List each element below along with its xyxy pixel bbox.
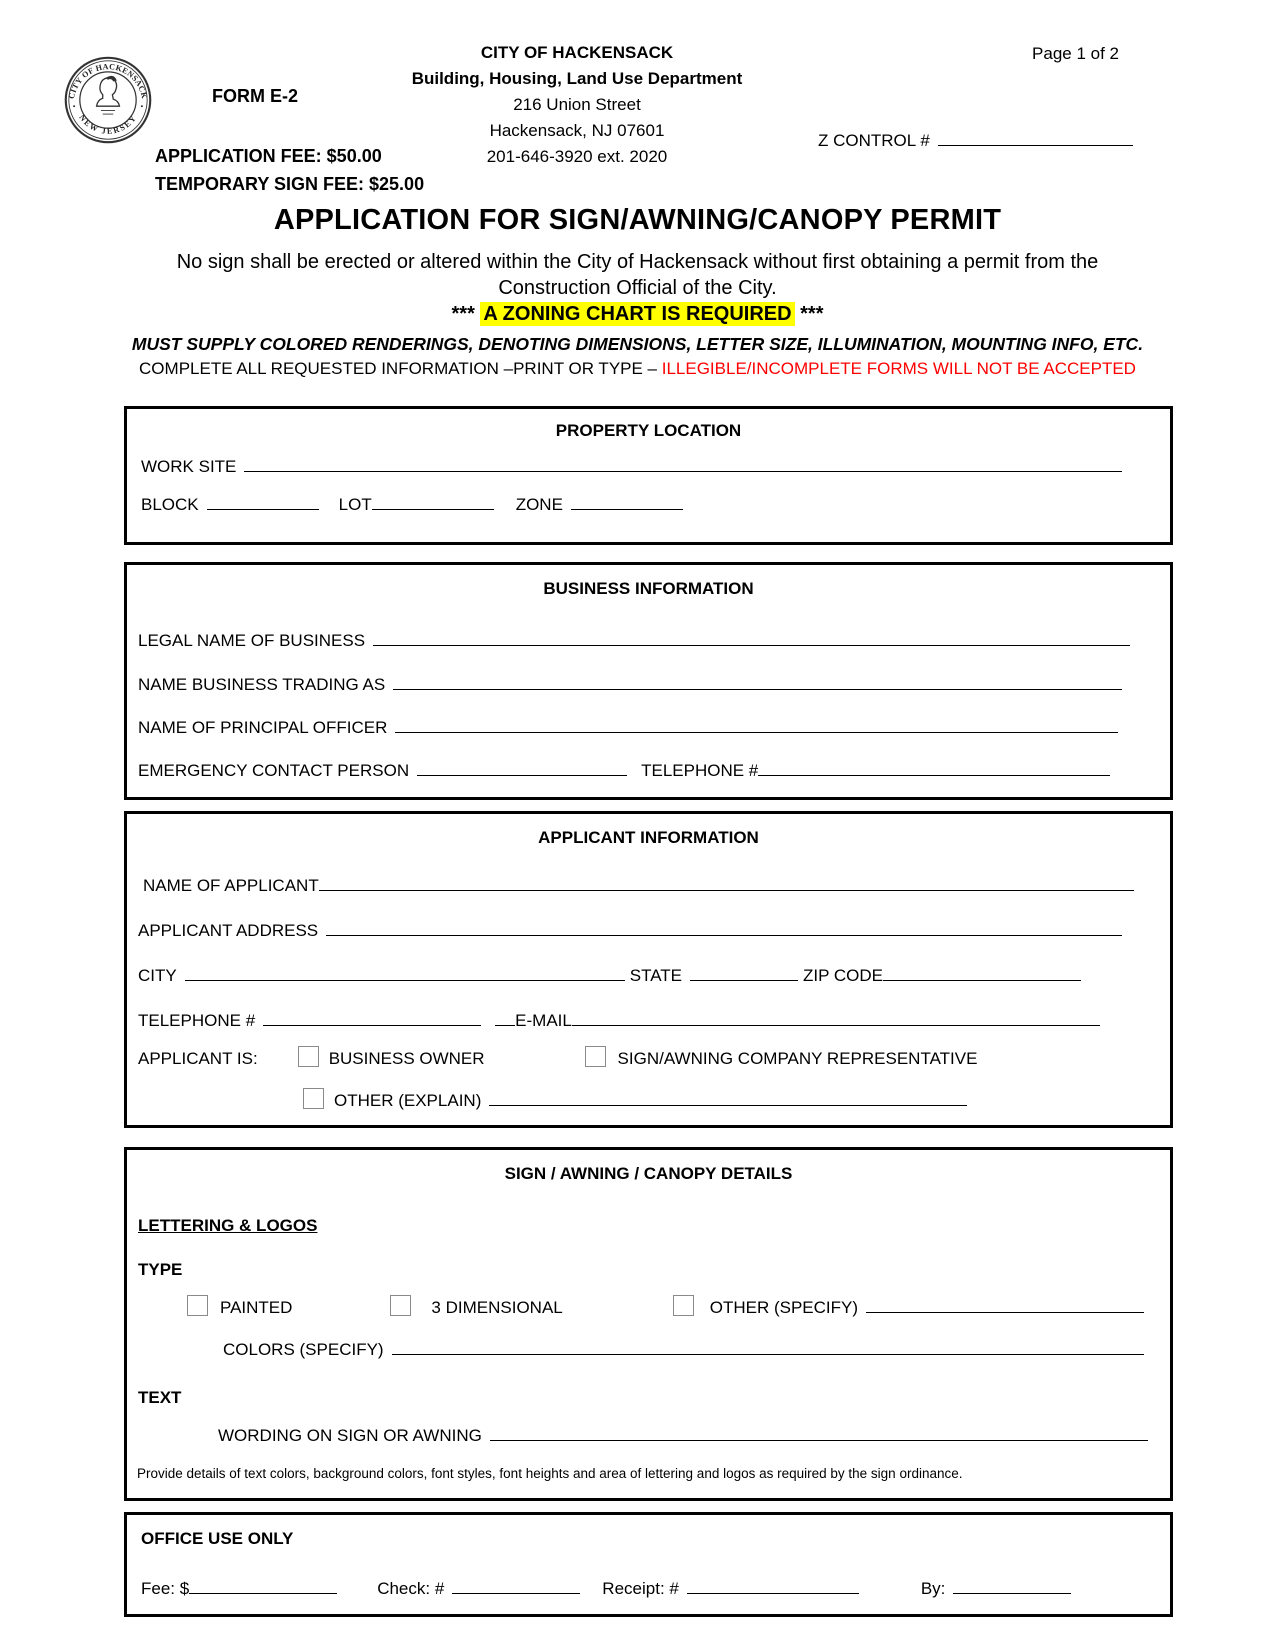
address-line2: Hackensack, NJ 07601 (489, 121, 665, 140)
business-telephone-label: TELEPHONE # (641, 761, 759, 780)
trading-as-label: NAME BUSINESS TRADING AS (138, 675, 386, 694)
hackensack-city-seal-icon (64, 56, 152, 144)
applicant-information-title: APPLICANT INFORMATION (538, 828, 759, 847)
complete-notice-red: ILLEGIBLE/INCOMPLETE FORMS WILL NOT BE ACCEPTED (661, 359, 1136, 378)
business-owner-label: BUSINESS OWNER (328, 1049, 485, 1068)
z-control-label: Z CONTROL # (818, 131, 930, 150)
email-label: E-MAIL (515, 1011, 572, 1030)
business-telephone-field[interactable] (758, 762, 1110, 776)
applicant-telephone-field[interactable] (263, 1012, 481, 1026)
colors-row (223, 1340, 1144, 1360)
colors-specify-field[interactable] (392, 1341, 1144, 1355)
applicant-information-section (124, 811, 1173, 1128)
receipt-field[interactable] (687, 1580, 859, 1594)
emergency-contact-label: EMERGENCY CONTACT PERSON (138, 761, 410, 780)
z-control-field[interactable] (938, 132, 1133, 146)
property-location-section (124, 406, 1173, 545)
lot-field[interactable] (372, 496, 494, 510)
state-label: STATE (629, 966, 682, 985)
applicant-address-label: APPLICANT ADDRESS (138, 921, 319, 940)
fee-field[interactable] (189, 1580, 337, 1594)
applicant-address-row (138, 921, 1122, 941)
applicant-is-label: APPLICANT IS: (138, 1049, 258, 1068)
work-site-label: WORK SITE (141, 457, 237, 476)
email-field[interactable] (572, 1012, 1100, 1026)
work-site-row (141, 457, 1122, 477)
applicant-name-label: NAME OF APPLICANT (143, 876, 319, 895)
type-options-row (187, 1298, 1144, 1319)
wording-row (218, 1426, 1148, 1446)
zoning-highlight: A ZONING CHART IS REQUIRED (480, 302, 794, 326)
department-phone: 201-646-3920 ext. 2020 (486, 147, 668, 166)
email-prefix-line (495, 1012, 515, 1026)
business-information-title: BUSINESS INFORMATION (543, 579, 754, 598)
check-field[interactable] (452, 1580, 580, 1594)
by-label: By: (920, 1579, 946, 1598)
business-owner-checkbox[interactable] (298, 1046, 319, 1067)
agency-name: CITY OF HACKENSACK (480, 43, 674, 62)
svg-text:NEW JERSEY: NEW JERSEY (77, 112, 139, 136)
fee-label: Fee: $ (141, 1579, 190, 1598)
zip-label: ZIP CODE (803, 966, 883, 985)
receipt-label: Receipt: # (602, 1579, 679, 1598)
work-site-field[interactable] (244, 458, 1122, 472)
three-dimensional-checkbox[interactable] (390, 1295, 411, 1316)
complete-notice-black: COMPLETE ALL REQUESTED INFORMATION –PRINT OR TYPE – (139, 359, 662, 378)
lot-label: LOT (338, 495, 372, 514)
department-name: Building, Housing, Land Use Department (411, 69, 743, 88)
address-line1: 216 Union Street (513, 95, 641, 114)
company-rep-checkbox[interactable] (585, 1046, 606, 1067)
office-use-title: OFFICE USE ONLY (141, 1529, 294, 1548)
complete-info-notice (0, 359, 1275, 379)
sign-details-note: Provide details of text colors, background colors, font styles, font heights and area of lettering and logos as required by the sign ordinance. (137, 1466, 963, 1481)
block-label: BLOCK (141, 495, 199, 514)
form-number-label: FORM E-2 (212, 86, 299, 106)
check-label: Check: # (377, 1579, 445, 1598)
applicant-telephone-label: TELEPHONE # (138, 1011, 256, 1030)
three-dimensional-label: 3 DIMENSIONAL (431, 1298, 563, 1317)
trading-as-row (138, 675, 1122, 695)
city-state-zip-row (138, 966, 1081, 986)
wording-field[interactable] (490, 1427, 1148, 1441)
property-location-title: PROPERTY LOCATION (555, 421, 742, 440)
zoning-stars-left: *** (451, 303, 481, 325)
applicant-address-field[interactable] (326, 922, 1122, 936)
office-use-row (141, 1579, 1071, 1599)
block-field[interactable] (207, 496, 319, 510)
legal-name-row (138, 631, 1130, 651)
block-lot-zone-row (141, 495, 683, 515)
zone-field[interactable] (571, 496, 683, 510)
colors-specify-label: COLORS (SPECIFY) (223, 1340, 384, 1359)
company-rep-label: SIGN/AWNING COMPANY REPRESENTATIVE (617, 1049, 978, 1068)
type-other-label: OTHER (SPECIFY) (709, 1298, 859, 1317)
business-information-section (124, 562, 1173, 800)
principal-officer-label: NAME OF PRINCIPAL OFFICER (138, 718, 388, 737)
painted-label: PAINTED (220, 1298, 293, 1317)
legal-name-field[interactable] (373, 632, 1130, 646)
applicant-is-row (138, 1049, 977, 1070)
emergency-contact-field[interactable] (417, 762, 627, 776)
sign-details-section (124, 1147, 1173, 1501)
by-field[interactable] (953, 1580, 1071, 1594)
emergency-contact-row (138, 761, 1110, 781)
city-field[interactable] (185, 967, 625, 981)
painted-checkbox[interactable] (187, 1295, 208, 1316)
applicant-other-field[interactable] (489, 1092, 967, 1106)
zoning-stars-right: *** (794, 303, 824, 325)
type-other-field[interactable] (866, 1299, 1144, 1313)
type-other-checkbox[interactable] (673, 1295, 694, 1316)
principal-officer-row (138, 718, 1118, 738)
city-label: CITY (138, 966, 177, 985)
zoning-chart-notice (0, 303, 1275, 326)
wording-label: WORDING ON SIGN OR AWNING (218, 1426, 482, 1445)
legal-name-label: LEGAL NAME OF BUSINESS (138, 631, 366, 650)
intro-text-line1: No sign shall be erected or altered within the City of Hackensack without first obtaining a permit from the (176, 251, 1099, 273)
sign-details-title: SIGN / AWNING / CANOPY DETAILS (504, 1164, 793, 1183)
text-heading: TEXT (138, 1388, 182, 1407)
application-fee-label: APPLICATION FEE: $50.00 (155, 146, 382, 166)
principal-officer-field[interactable] (395, 719, 1118, 733)
svg-text:CITY OF HACKENSACK: CITY OF HACKENSACK (66, 62, 150, 100)
type-heading: TYPE (138, 1260, 183, 1279)
applicant-name-row (143, 876, 1134, 896)
lettering-logos-heading: LETTERING & LOGOS (138, 1216, 318, 1235)
must-supply-notice: MUST SUPPLY COLORED RENDERINGS, DENOTING DIMENSIONS, LETTER SIZE, ILLUMINATION, MOUNTING INFO, ETC. (131, 334, 1144, 354)
zone-label: ZONE (515, 495, 563, 514)
trading-as-field[interactable] (393, 676, 1122, 690)
form-title: APPLICATION FOR SIGN/AWNING/CANOPY PERMIT (273, 204, 1002, 236)
applicant-other-label: OTHER (EXPLAIN) (334, 1091, 482, 1110)
zip-field[interactable] (883, 967, 1081, 981)
state-field[interactable] (690, 967, 798, 981)
applicant-name-field[interactable] (319, 877, 1134, 891)
applicant-other-checkbox[interactable] (303, 1088, 324, 1109)
page-number: Page 1 of 2 (1032, 44, 1119, 63)
intro-text-line2: Construction Official of the City. (498, 277, 777, 299)
temporary-sign-fee-label: TEMPORARY SIGN FEE: $25.00 (155, 174, 425, 194)
phone-email-row (138, 1011, 1100, 1031)
applicant-other-row (303, 1091, 967, 1112)
z-control-row (818, 131, 1133, 151)
office-use-section (124, 1512, 1173, 1617)
